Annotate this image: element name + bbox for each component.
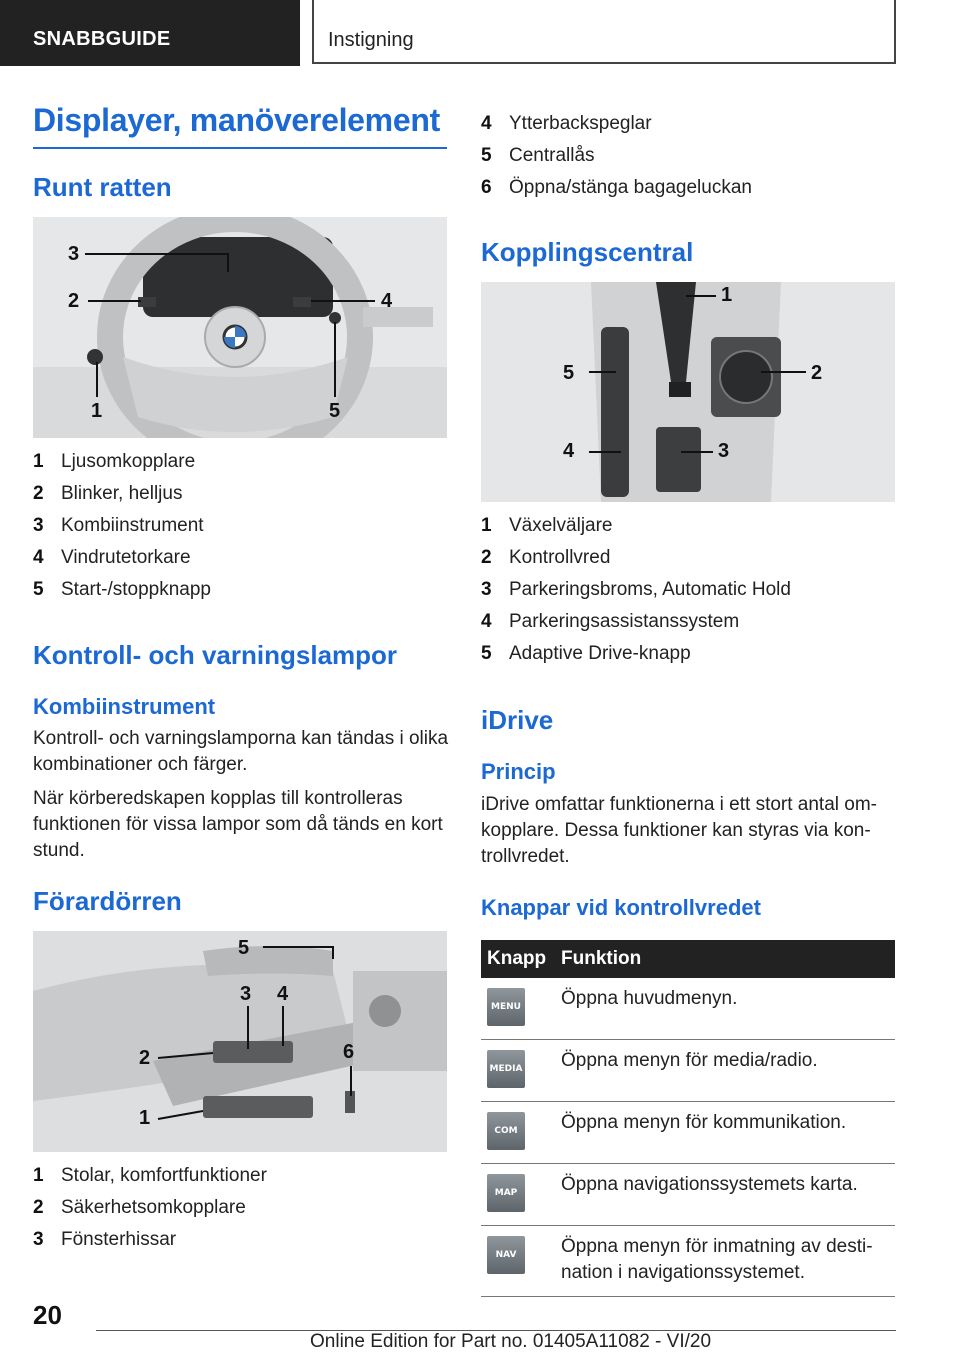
table-row: [481, 1164, 895, 1226]
figure-callout: 5: [563, 362, 575, 384]
figure-callout: 2: [68, 290, 80, 312]
edition-footer: Online Edition for Part no. 01405A11082 - VI/20: [310, 1331, 712, 1352]
com-button-icon: COM: [487, 1112, 525, 1150]
list-item: 6 Öppna/stänga bagageluckan: [481, 177, 752, 198]
table-row: [481, 978, 895, 1040]
table-cell: Öppna huvudmenyn.: [555, 978, 895, 1040]
figure-callout: 5: [238, 937, 250, 959]
door-legend-part1: [33, 1160, 267, 1256]
list-item: 3 Parkeringsbroms, Automatic Hold: [481, 579, 791, 600]
column-header-funktion: Funktion: [555, 940, 895, 978]
list-item: 2 Säkerhetsomkopplare: [33, 1197, 246, 1218]
list-item: 1 Växelväljare: [481, 515, 613, 536]
list-item: 3 Kombiinstrument: [33, 515, 204, 536]
section-heading-idrive: iDrive: [481, 705, 554, 735]
header-tab: [0, 0, 300, 66]
steering-legend: [33, 446, 211, 606]
table-cell: Öppna menyn för media/radio.: [555, 1040, 895, 1102]
subheading-knappar: Knappar vid kontrollvredet: [481, 895, 761, 920]
figure-callout: 1: [139, 1107, 151, 1129]
section-heading-kopplingscentral: Kopplingscentral: [481, 237, 694, 267]
list-item: 5 Centrallås: [481, 145, 595, 166]
figure-callout: 1: [721, 284, 733, 306]
buttons-table: [481, 940, 895, 1297]
table-cell: Öppna menyn för kommunikation.: [555, 1102, 895, 1164]
header-chapter: [312, 0, 896, 64]
figure-callout: 2: [811, 362, 823, 384]
figure-callout: 1: [91, 400, 103, 422]
table-row: [481, 1226, 895, 1297]
section-heading-runt-ratten: Runt ratten: [33, 172, 172, 202]
door-figure: [33, 931, 447, 1152]
figure-callout: 4: [563, 440, 575, 462]
console-figure: [481, 282, 895, 502]
subheading-kombiinstrument: Kombiinstrument: [33, 694, 216, 719]
figure-callout: 6: [343, 1041, 355, 1063]
paragraph: Kontroll- och varningslamporna kan tändas i olika kombinationer och färger.: [33, 728, 449, 775]
list-item: 3 Fönsterhissar: [33, 1229, 177, 1250]
figure-callout: 3: [240, 983, 252, 1005]
door-illustration: [33, 931, 447, 1152]
list-item: 5 Adaptive Drive-knapp: [481, 643, 691, 664]
figure-callout: 2: [139, 1047, 151, 1069]
subheading-princip: Princip: [481, 759, 556, 784]
list-item: 2 Blinker, helljus: [33, 483, 183, 504]
paragraph: När körberedskapen kopplas till kontrolleras funktionen för vissa lampor som då tänds en kort stund.: [33, 788, 443, 861]
menu-button-icon: MENU: [487, 988, 525, 1026]
media-button-icon: MEDIA: [487, 1050, 525, 1088]
table-row: [481, 1102, 895, 1164]
figure-callout: 3: [718, 440, 730, 462]
section-heading-forardorren: Förardörren: [33, 886, 182, 916]
list-item: 4 Vindrutetorkare: [33, 547, 191, 568]
table-row: [481, 1040, 895, 1102]
section-heading-kontroll: Kontroll- och varningslampor: [33, 640, 398, 670]
table-cell: Öppna navigationssystemets karta.: [555, 1164, 895, 1226]
page-title: Displayer, manöverelement: [33, 102, 447, 149]
list-item: 1 Ljusomkopplare: [33, 451, 196, 472]
console-legend: [481, 510, 791, 670]
column-header-knapp: Knapp: [481, 940, 555, 978]
nav-button-icon: NAV: [487, 1236, 525, 1274]
console-illustration: [481, 282, 895, 502]
chapter-title: Instigning: [328, 29, 414, 51]
header-tab-label: SNABBGUIDE: [33, 28, 171, 50]
map-button-icon: MAP: [487, 1174, 525, 1212]
paragraph: iDrive omfattar funktionerna i ett stort antal omkopplare. Dessa funktioner kan styras via kontrollvredet.: [481, 794, 877, 867]
list-item: 2 Kontrollvred: [481, 547, 611, 568]
table-header-row: [481, 940, 895, 978]
figure-callout: 4: [277, 983, 289, 1005]
door-legend-part2: [481, 108, 752, 204]
list-item: 4 Ytterbackspeglar: [481, 113, 652, 134]
table-cell: Öppna menyn för inmatning av destination i navigationssystemet.: [555, 1226, 895, 1297]
figure-callout: 5: [329, 400, 341, 422]
figure-callout: 4: [381, 290, 393, 312]
list-item: 4 Parkeringsassistanssystem: [481, 611, 740, 632]
steering-wheel-figure: [33, 217, 447, 438]
figure-callout: 3: [68, 243, 80, 265]
page-number: 20: [33, 1300, 62, 1330]
list-item: 1 Stolar, komfortfunktioner: [33, 1165, 267, 1186]
list-item: 5 Start-/stoppknapp: [33, 579, 211, 600]
